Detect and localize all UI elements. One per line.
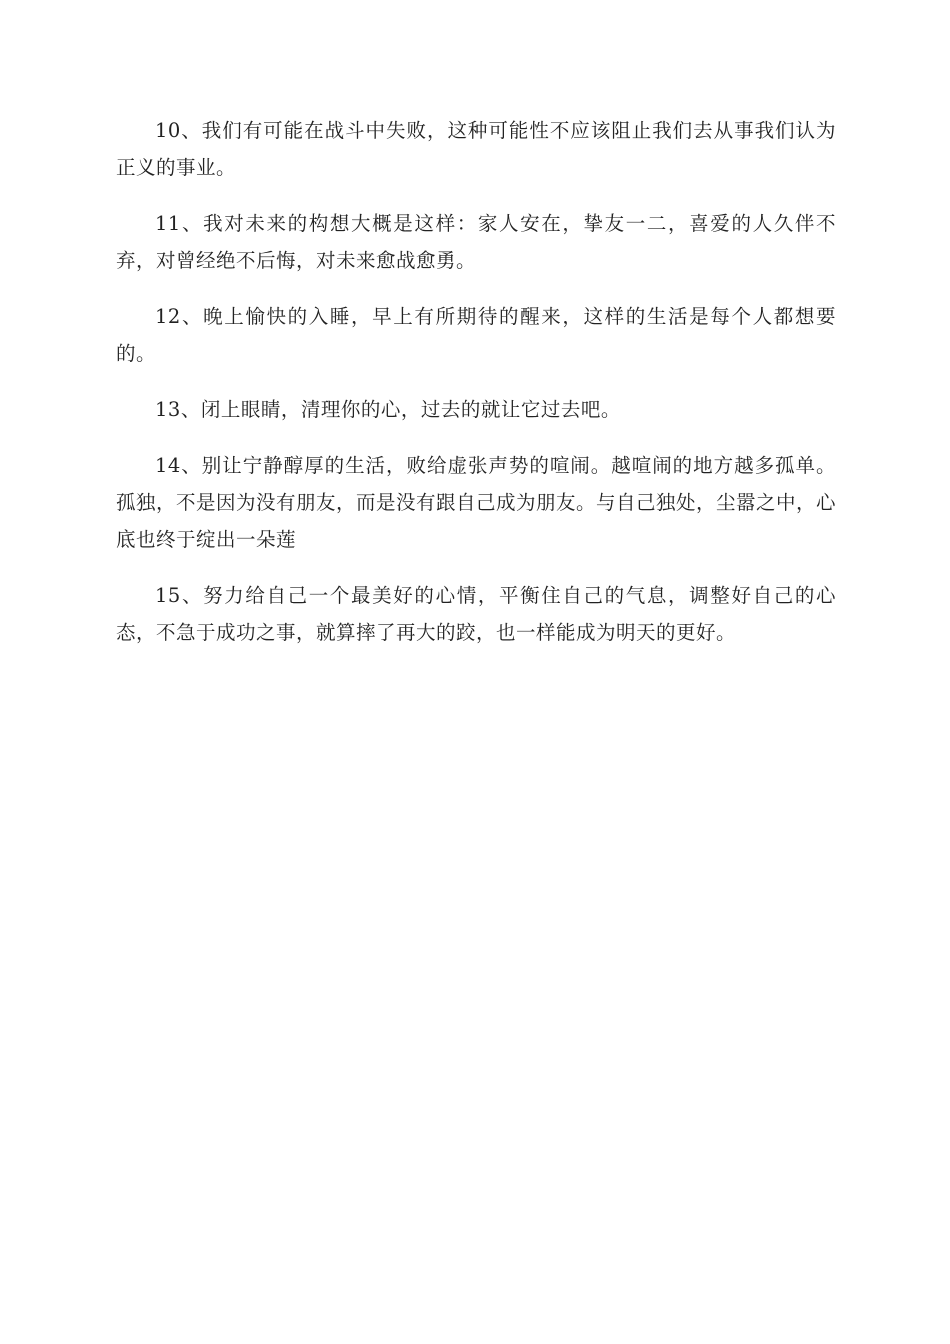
paragraph-15: 15、努力给自己一个最美好的心情，平衡住自己的气息，调整好自己的心态，不急于成功之事，就算摔了再大的跤，也一样能成为明天的更好。	[116, 584, 836, 644]
paragraph-14: 14、别让宁静醇厚的生活，败给虚张声势的喧闹。越喧闹的地方越多孤单。孤独，不是因为没有朋友，而是没有跟自己成为朋友。与自己独处，尘嚣之中，心底也终于绽出一朵莲	[116, 454, 837, 551]
paragraph-11: 11、我对未来的构想大概是这样：家人安在，挚友一二，喜爱的人久伴不弃，对曾经绝不后悔，对未来愈战愈勇。	[116, 212, 836, 272]
document-body	[116, 112, 836, 670]
paragraph-13: 13、闭上眼睛，清理你的心，过去的就让它过去吧。	[155, 398, 621, 421]
paragraph-12: 12、晚上愉快的入睡，早上有所期待的醒来，这样的生活是每个人都想要的。	[116, 305, 836, 365]
paragraph-10: 10、我们有可能在战斗中失败，这种可能性不应该阻止我们去从事我们认为正义的事业。	[116, 119, 836, 179]
